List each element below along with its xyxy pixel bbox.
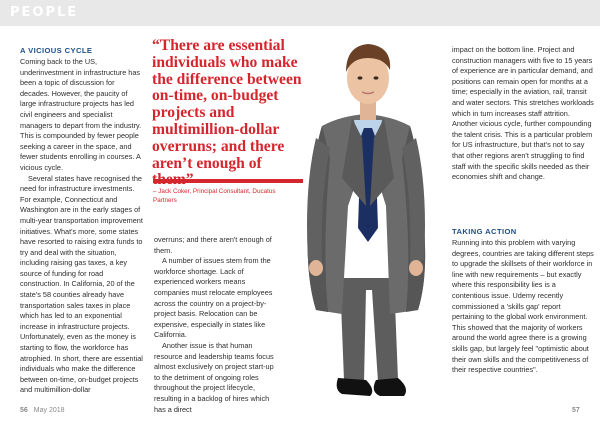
body-paragraph: Another issue is that human resource and leadership teams focus almost exclusively on project start-up to the detriment of ongoing roles throughout the project lifecycle, resulting in a backlog of hires which has a direct xyxy=(154,340,274,414)
right-column-continuation: impact on the bottom line. Project and construction managers with five to 15 years of experience are in particular demand, and positions can remain open for months at a time; especially in the aviation, rail, transit and water sectors. This stretches workloads which in turn increases staff attrition. Another vicious cycle, further compounding the talent crisis. This is a particular problem for US infrastructure, but that's not to say that other regions aren't struggling to find staff with the specific skills needed as their economies shift and change. xyxy=(452,45,594,182)
subhead-vicious-cycle: A VICIOUS CYCLE xyxy=(20,46,93,55)
header-band xyxy=(0,0,600,26)
boy-in-oversized-suit-photo xyxy=(282,28,450,408)
right-column-taking-action xyxy=(452,226,594,376)
middle-column xyxy=(154,235,277,415)
folio-left xyxy=(20,407,65,414)
body-paragraph: Several states have recognised the need for infrastructure investments. For example, Connecticut and Washington are in the early stages of multi-year transportation improvement initiatives. What's more, some states have resorted to raising extra funds to try and deal with the situation, including raising gas taxes, a key source of funding for road construction. In California, 20 of the state's 58 counties already have transportation sales taxes in place which has led to an exponential increase in infrastructure projects. Unfortunately, even as the money is starting to flow, the workforce has atrophied. In short, there are essential individuals who make the difference between on-time, on-budget projects and multimillion-dollar xyxy=(20,173,143,395)
body-paragraph: overruns; and there aren't enough of them. xyxy=(154,235,272,255)
pull-quote-attribution: – Jack Coker, Principal Consultant, Ducatus Partners xyxy=(153,188,276,204)
issue-date: May 2018 xyxy=(33,407,65,414)
left-page-number: 56 xyxy=(20,407,28,414)
pull-quote-rule xyxy=(153,179,303,183)
left-column xyxy=(20,45,144,396)
subhead-taking-action: TAKING ACTION xyxy=(452,227,517,236)
body-paragraph: Coming back to the US, underinvestment in infrastructure has been a topic of discussion for decades. However, the paucity of large infrastructure projects has led civil engineers and specialist managers to depart from the industry. This is compounded by fewer people seeking a career in the space, and fewer students enrolling in courses. A vicious cycle. xyxy=(20,57,142,172)
body-paragraph: A number of issues stem from the workforce shortage. Lack of experienced workers means companies must relocate employees across the country on a project-by-project basis. Relocation can be expensive, especially in states like California. xyxy=(154,256,273,340)
section-label: PEOPLE xyxy=(10,5,79,20)
pull-quote: “There are essential individuals who make the difference between on-time, on-budget projects and multimillion-dollar overruns; and there aren’t enough of xyxy=(152,37,302,172)
body-paragraph: Running into this problem with varying degrees, countries are taking different steps to upgrade the skillsets of their workforce in line with new requirements – but exactly where this responsibility lies is a contentious issue. Udemy recently commissioned a 'skills gap' report pertaining to the global work environment. This showed that the majority of workers around the world agree there is a growing skills gap, but largely feel "optimistic about their own skills and the competitiveness of their respective countries". xyxy=(452,238,594,375)
right-page-number: 57 xyxy=(572,407,580,414)
